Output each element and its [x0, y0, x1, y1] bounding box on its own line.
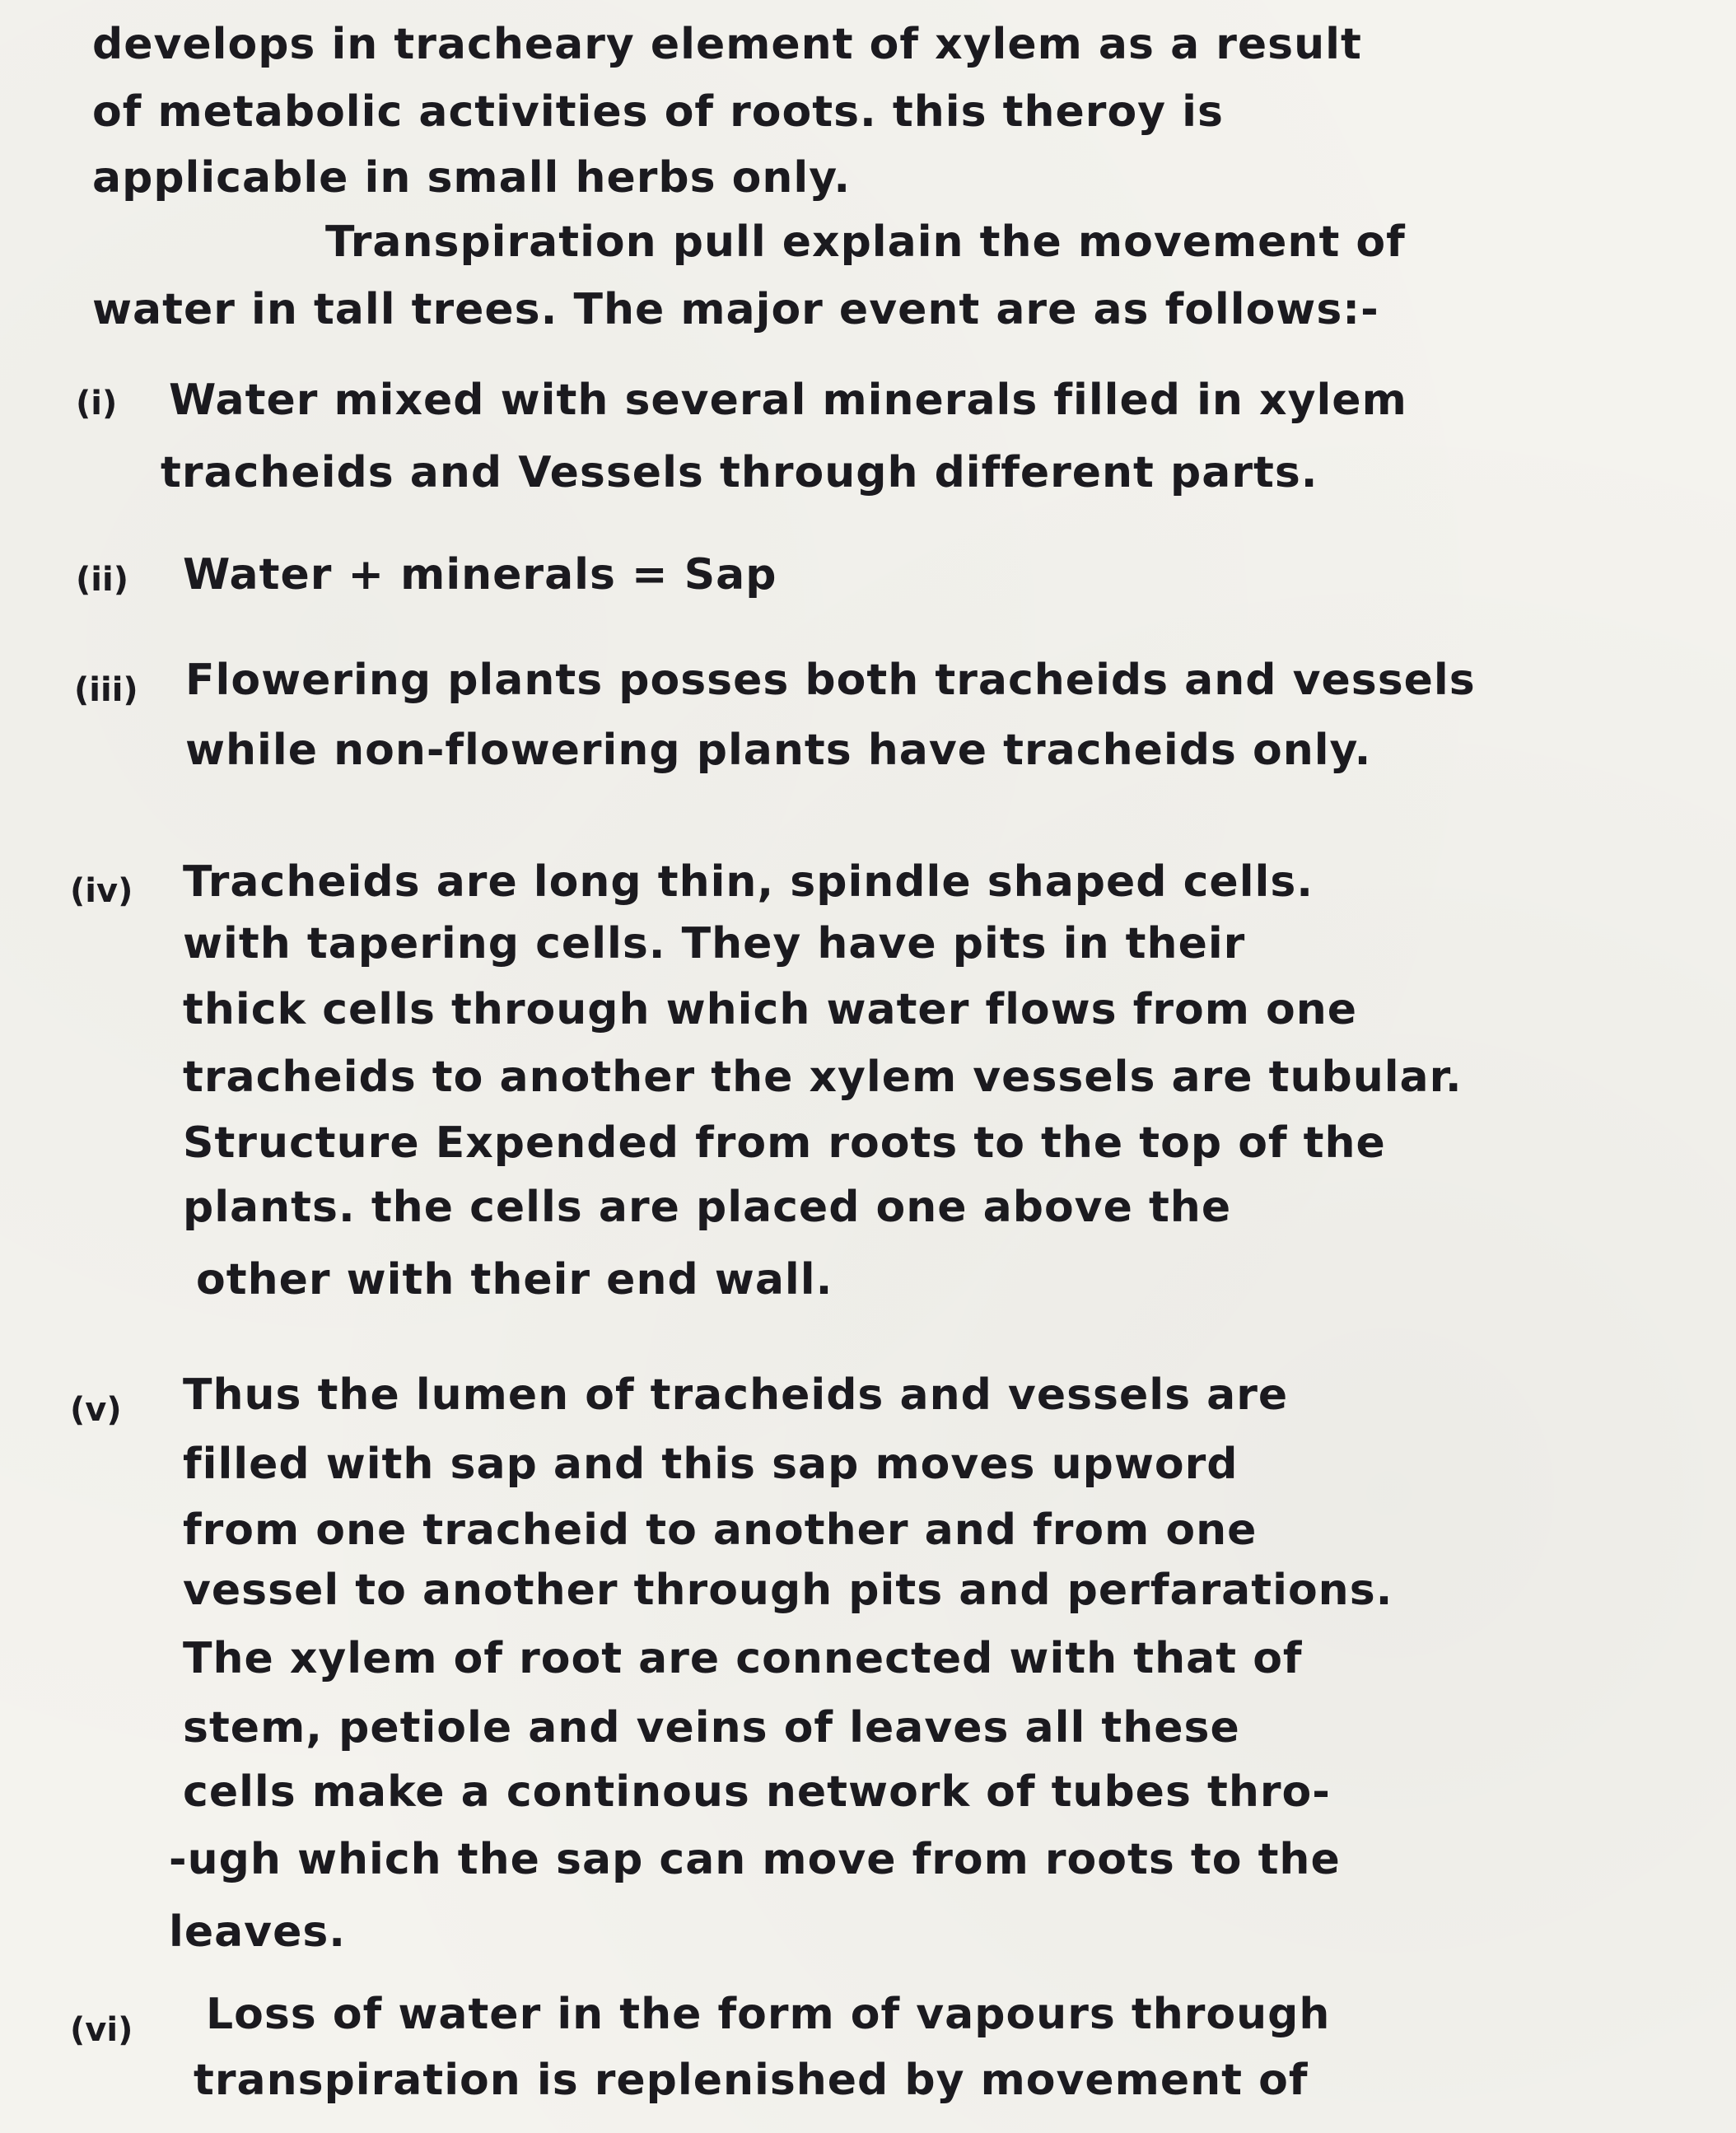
list-marker: (iv)	[70, 872, 133, 910]
list-marker: (vi)	[70, 2011, 133, 2049]
text-line: Structure Expended from roots to the top of the	[183, 1118, 1386, 1168]
text-line: filled with sap and this sap moves upword	[183, 1440, 1239, 1489]
text-line: stem, petiole and veins of leaves all these	[183, 1703, 1240, 1753]
text-line: cells make a continous network of tubes thro-	[183, 1767, 1331, 1817]
text-line: thick cells through which water flows from one	[183, 985, 1358, 1034]
text-line: leaves.	[169, 1907, 347, 1957]
text-line: with tapering cells. They have pits in their	[183, 919, 1246, 968]
text-line: vessel to another through pits and perfarations.	[183, 1566, 1393, 1615]
text-line: Transpiration pull explain the movement of	[325, 217, 1406, 267]
list-marker: (ii)	[76, 561, 128, 599]
text-line: Flowering plants posses both tracheids and vessels	[185, 656, 1476, 705]
list-marker: (iii)	[74, 671, 138, 709]
text-line: The xylem of root are connected with that of	[183, 1634, 1303, 1683]
text-line: Water mixed with several minerals filled in xylem	[169, 376, 1407, 425]
text-line: applicable in small herbs only.	[92, 153, 852, 203]
text-line: Tracheids are long thin, spindle shaped cells.	[183, 857, 1314, 907]
text-line: -ugh which the sap can move from roots to the	[169, 1835, 1341, 1884]
text-line: plants. the cells are placed one above the	[183, 1183, 1232, 1232]
text-line: water in tall trees. The major event are as follows:-	[92, 285, 1379, 334]
text-line: Water + minerals = Sap	[183, 550, 777, 600]
text-line: develops in tracheary element of xylem as a result	[92, 20, 1362, 69]
text-line: Loss of water in the form of vapours through	[206, 1990, 1331, 2039]
text-line: tracheids to another the xylem vessels are tubular.	[183, 1052, 1463, 1102]
text-line: while non-flowering plants have tracheids only.	[185, 726, 1372, 775]
list-marker: (v)	[70, 1391, 122, 1429]
text-line: transpiration is replenished by movement of	[194, 2056, 1309, 2105]
text-line: other with their end wall.	[196, 1255, 833, 1305]
list-marker: (i)	[76, 385, 118, 422]
text-line: Thus the lumen of tracheids and vessels are	[183, 1370, 1289, 1420]
text-line: from one tracheid to another and from one	[183, 1505, 1258, 1555]
text-line: tracheids and Vessels through different parts.	[161, 448, 1318, 497]
text-line: of metabolic activities of roots. this theroy is	[92, 87, 1224, 137]
